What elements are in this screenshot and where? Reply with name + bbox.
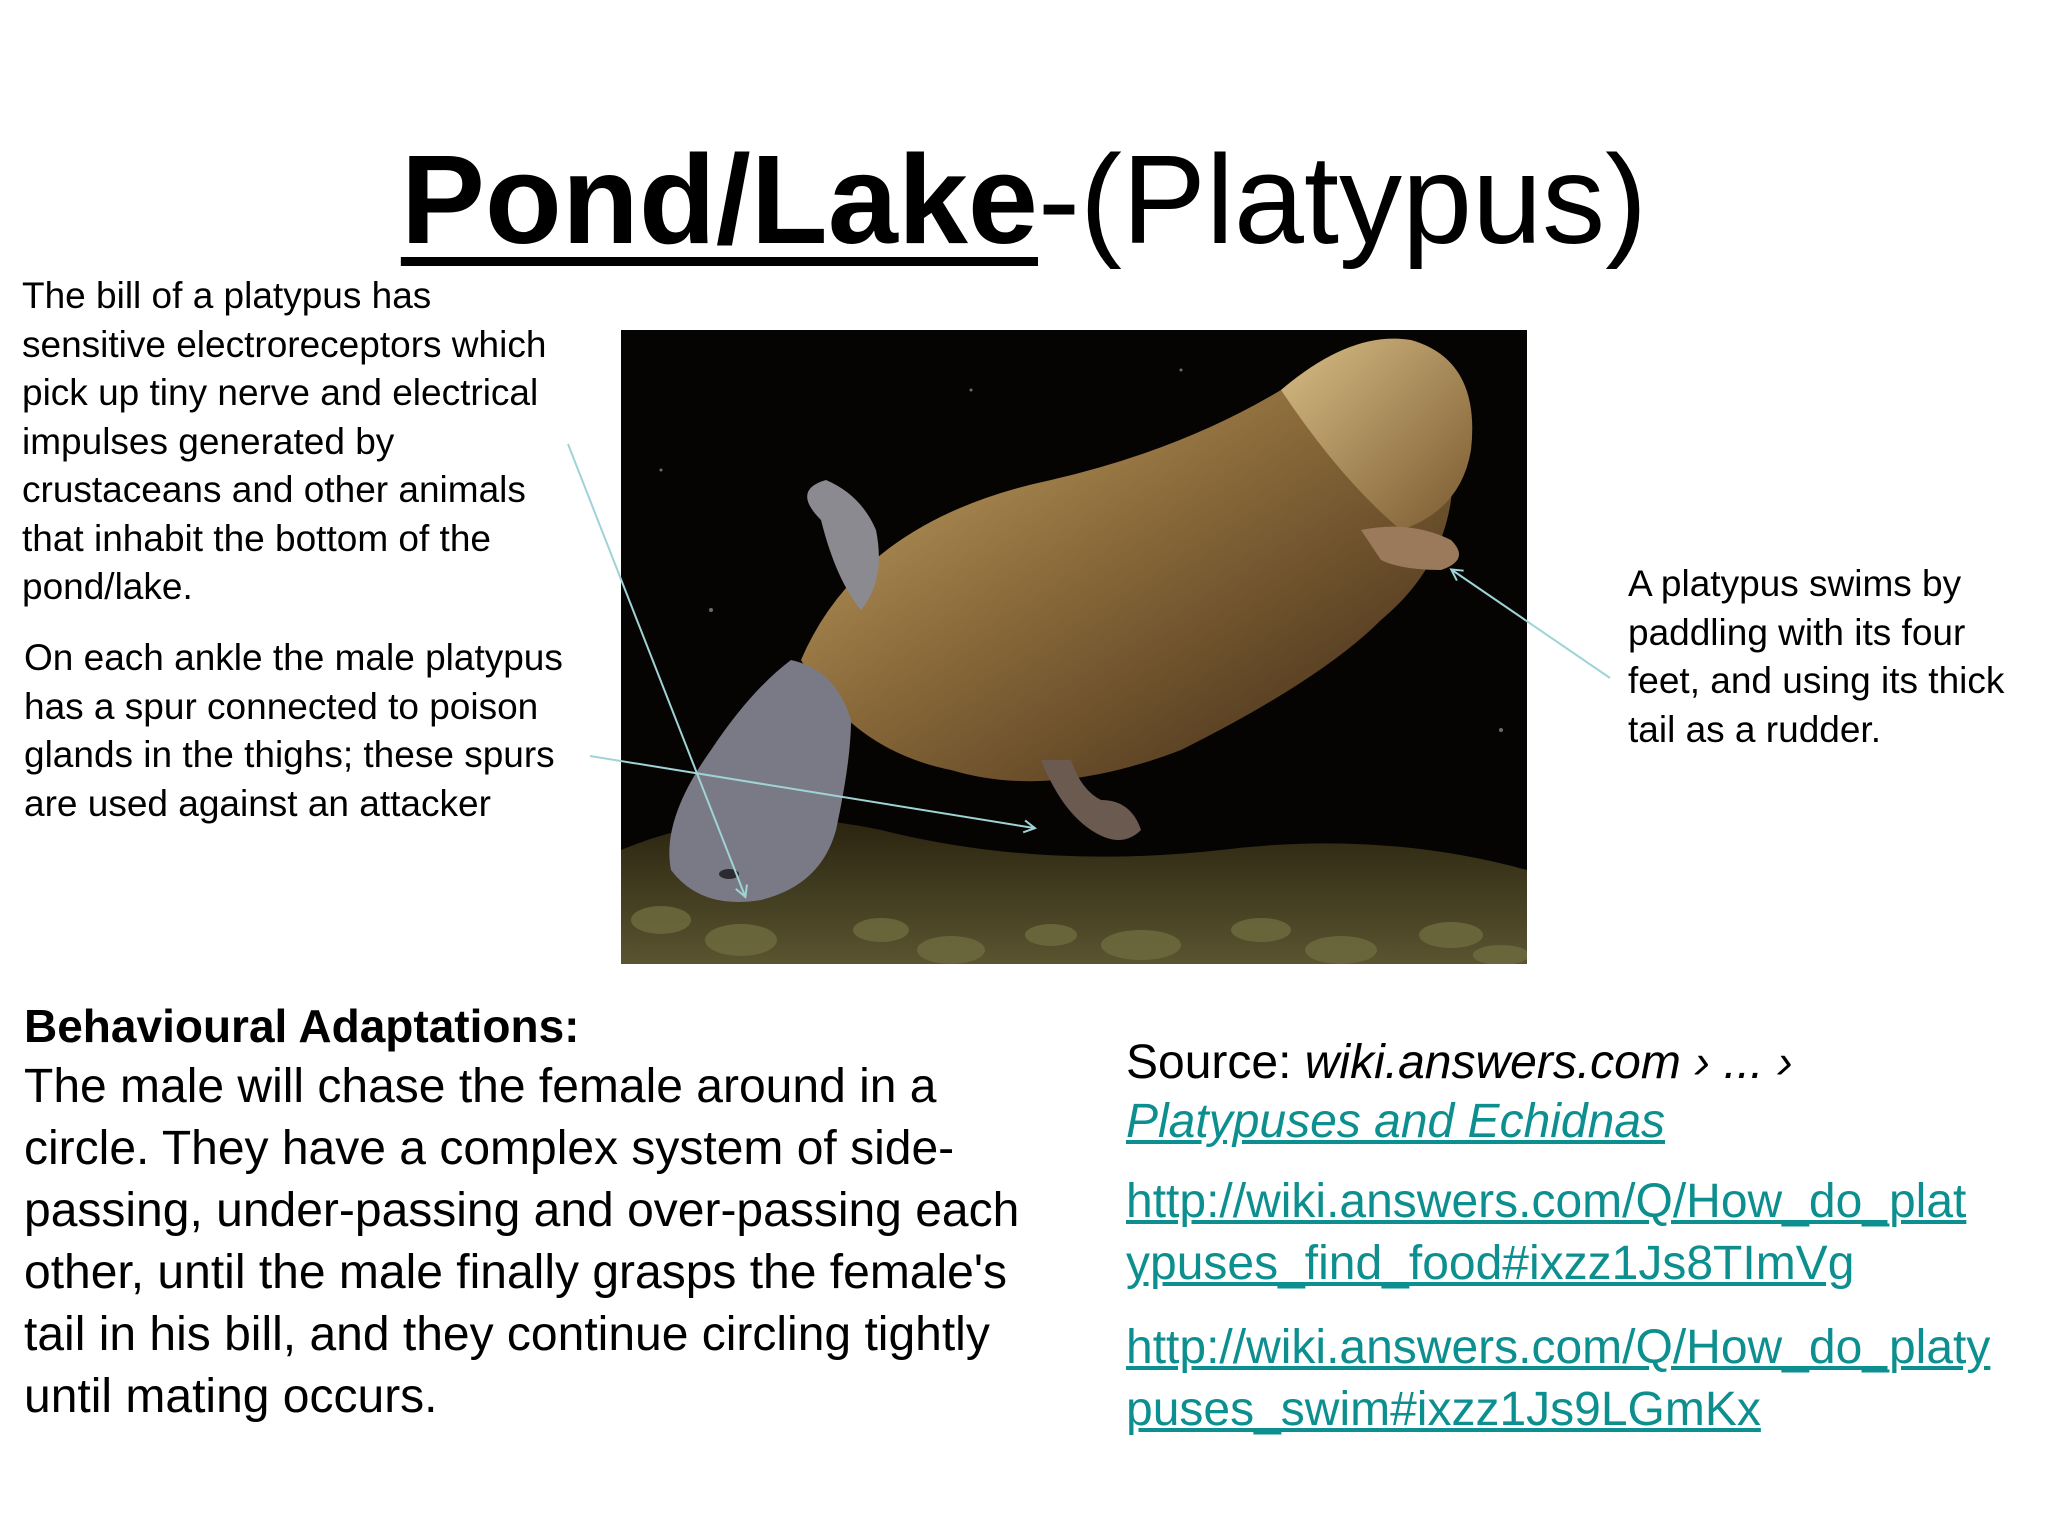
- bill-nostril: [719, 869, 739, 879]
- slide-title: [0, 130, 2048, 270]
- source-category-link[interactable]: Platypuses and Echidnas: [1126, 1095, 1666, 1148]
- behavioural-adaptations-section: [24, 996, 1064, 1428]
- source-label: Source:: [1126, 1036, 1305, 1089]
- source-line: [1126, 1032, 2026, 1094]
- source-url-swim[interactable]: http://wiki.answers.com/Q/How_do_platypuses_swim#ixzz1Js9LGmKx: [1126, 1321, 1991, 1436]
- platypus-illustration: [621, 330, 1527, 964]
- callout-swimming: A platypus swims by paddling with its four feet, and using its thick tail as a rudder.: [1628, 563, 2005, 750]
- source-site: wiki.answers.com › ... ›: [1304, 1036, 1793, 1089]
- behavioural-adaptations-heading: Behavioural Adaptations:: [24, 1000, 580, 1052]
- source-section: [1126, 1032, 2026, 1441]
- title-animal: -(Platypus): [1037, 129, 1648, 270]
- callout-bill-electroreceptors: The bill of a platypus has sensitive electroreceptors which pick up tiny nerve and electrical impulses generated by crustaceans and other animals that inhabit the bottom of the pond/lake.: [22, 275, 547, 607]
- source-url-find-food[interactable]: http://wiki.answers.com/Q/How_do_platypuses_find_food#ixzz1Js8TImVg: [1126, 1175, 1967, 1290]
- title-habitat: Pond/Lake: [400, 129, 1038, 270]
- platypus-photo: [621, 330, 1527, 964]
- callout-ankle-spur: On each ankle the male platypus has a spur connected to poison glands in the thighs; these spurs are used against an attacker: [24, 637, 563, 824]
- behavioural-adaptations-body: The male will chase the female around in a circle. They have a complex system of side-passing, under-passing and over-passing each other, until the male finally grasps the female's tail in his bill, and they continue circling tightly until mating occurs.: [24, 1060, 1020, 1423]
